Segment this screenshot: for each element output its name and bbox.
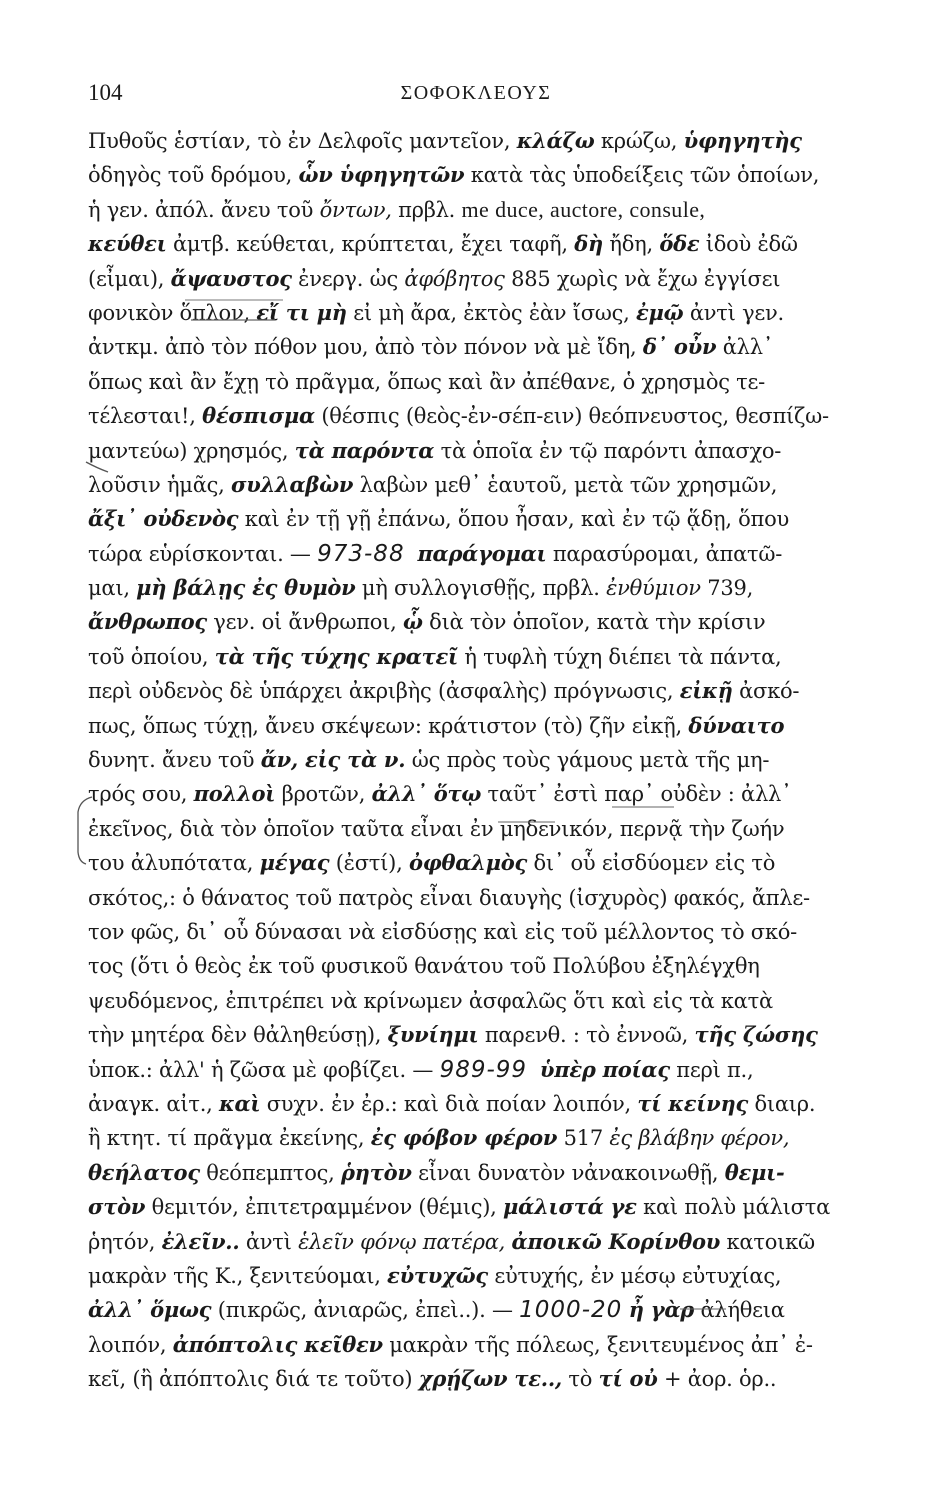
text-line <box>88 571 866 605</box>
text-line <box>88 1225 866 1259</box>
lemma-term: ἀλλ᾽ ὅτῳ <box>371 781 482 807</box>
lemma-term: εὐτυχῶς <box>387 1262 488 1288</box>
gloss-text: τρός σου, <box>88 782 194 807</box>
gloss-text: τοῦ ὁποίου, <box>88 644 215 669</box>
lemma-term: ἐμῷ <box>636 299 684 325</box>
gloss-text: παρασύρομαι, ἀπατῶ- <box>546 541 783 566</box>
lemma-term: ὧν ὑφηγητῶν <box>298 162 465 188</box>
gloss-text: ψευδόμενος, ἐπιτρέπει νὰ κρίνωμεν ἀσφαλῶς ὅτι καὶ εἰς τὰ κατὰ <box>88 988 773 1013</box>
lemma-term: δύναιτο <box>688 712 785 738</box>
gloss-text: ἢ κτητ. τί πρᾶγμα ἐκείνης, <box>88 1126 371 1151</box>
lemma-term: ἄνθρωπος <box>88 609 207 635</box>
text-line <box>88 365 866 399</box>
quoted-phrase: ἐς βλάβην φέρον, <box>609 1126 790 1151</box>
text-line <box>88 1087 866 1121</box>
lemma-term: μέγας <box>259 850 330 876</box>
gloss-text: ὑποκ.: ἀλλ' ἡ ζῶσα μὲ φοβίζει. — <box>88 1057 440 1082</box>
text-line <box>88 1259 866 1293</box>
text-line <box>88 158 866 192</box>
lemma-term: ὑπὲρ ποίας <box>539 1056 670 1082</box>
text-line <box>88 674 866 708</box>
line-reference: 989-99 <box>439 1056 528 1083</box>
gloss-text: (ἐστί), <box>329 851 409 876</box>
gloss-text: ἡ τυφλὴ τύχη διέπει τὰ πάντα, <box>457 644 782 669</box>
text-line <box>88 502 866 536</box>
page-number: 104 <box>88 80 123 105</box>
line-reference: 973-88 <box>317 540 405 567</box>
text-line <box>88 468 866 502</box>
gloss-text: ἀμτβ. κεύθεται, κρύπτεται, ἔχει ταφῆ, <box>166 232 575 257</box>
gloss-text: κρώζω, <box>594 129 684 153</box>
gloss-text: συχν. ἐν ἐρ.: καὶ διὰ ποίαν λοιπόν, <box>260 1091 638 1116</box>
gloss-text: κεῖ, (ἢ ἀπόπτολις διά τε τοῦτο) <box>88 1367 419 1392</box>
gloss-text: γεν. οἱ ἄνθρωποι, <box>206 610 403 635</box>
lemma-term: ἐς φόβον φέρον <box>370 1125 558 1151</box>
commentary-text <box>88 124 866 1396</box>
text-line <box>88 296 866 330</box>
gloss-text: εὐτυχής, ἐν μέσῳ εὐτυχίας, <box>487 1263 782 1288</box>
text-line <box>88 984 866 1018</box>
text-line <box>88 1328 866 1362</box>
gloss-text: ἤδη, <box>602 232 660 257</box>
lemma-term: καὶ <box>218 1090 261 1116</box>
gloss-text: ῥητόν, <box>88 1229 162 1254</box>
gloss-text: του ἀλυπότατα, <box>88 851 260 876</box>
lemma-term: δὴ <box>574 231 603 257</box>
lemma-term: μὴ βάλῃς ἐς θυμὸν <box>136 575 356 601</box>
text-line <box>88 1156 866 1190</box>
text-line <box>88 262 866 296</box>
lemma-term: εἰκῇ <box>679 678 733 704</box>
gloss-text: τώρα εὑρίσκονται. — <box>88 541 318 566</box>
text-line <box>88 124 866 158</box>
gloss-text: τον φῶς, δι᾽ οὗ δύνασαι νὰ εἰσδύσῃς καὶ εἰς τοῦ μέλλοντος τὸ σκό- <box>88 919 797 944</box>
text-line <box>88 777 866 811</box>
text-line <box>88 434 866 468</box>
gloss-text: ἀντκμ. ἀπὸ τὸν πόθον μου, ἀπὸ τὸν πόνον νὰ μὲ ἴδη, <box>88 335 643 360</box>
lemma-term: τῆς ζώσης <box>694 1022 818 1048</box>
gloss-text: (θέσπις (θεὸς-ἐν-σέπ-ειν) θεόπνευστος, θεσπίζω- <box>314 404 829 429</box>
gloss-text: περὶ π., <box>669 1057 754 1082</box>
text-line <box>88 1018 866 1052</box>
line-reference: 1000-20 <box>519 1297 623 1324</box>
gloss-text: τὴν μητέρα δὲν θἀληθεύσῃ), <box>88 1023 388 1048</box>
lemma-term: ἀποικῶ Κορίνθου <box>511 1228 721 1254</box>
text-line <box>88 812 866 846</box>
gloss-text: τὰ ὁποῖα ἐν τῷ παρόντι ἀπασχο- <box>434 438 782 463</box>
lemma-term: τί οὐ <box>598 1366 658 1392</box>
gloss-text: 517 <box>557 1126 610 1151</box>
gloss-text: ἐνεργ. ὡς <box>291 266 405 291</box>
lemma-term: τὰ παρόντα <box>294 437 435 463</box>
gloss-text: βροτῶν, <box>275 782 372 807</box>
lemma-term: ὑφηγητὴς <box>683 128 802 153</box>
text-line <box>88 640 866 674</box>
lemma-term: εἴ τι μὴ <box>256 299 347 325</box>
lemma-term: ὀφθαλμὸς <box>408 850 528 876</box>
lemma-term: ὅδε <box>659 231 700 257</box>
gloss-text: ἀντὶ γεν. <box>683 300 784 325</box>
gloss-text: διαιρ. <box>748 1091 816 1116</box>
text-line <box>88 743 866 777</box>
gloss-text: ἰδοὺ ἐδῶ <box>699 232 798 257</box>
gloss-text: λοιπόν, <box>88 1332 173 1357</box>
gloss-text: διὰ τὸν ὁποῖον, κατὰ τὴν κρίσιν <box>422 610 766 635</box>
text-line <box>88 1362 866 1396</box>
lemma-term: ἄξι᾽ οὐδενὸς <box>88 506 239 532</box>
lemma-term: μάλιστά γε <box>503 1194 637 1220</box>
lemma-term: παράγομαι <box>417 540 547 566</box>
gloss-text: ὅπως καὶ ἂν ἔχῃ τὸ πρᾶγμα, ὅπως καὶ ἂν ἀπέθανε, ὁ χρησμὸς τε- <box>88 369 765 394</box>
lemma-term: θέσπισμα <box>202 403 315 429</box>
lemma-term: ῥητὸν <box>340 1159 412 1185</box>
lemma-term: συλλαβὼν <box>231 471 354 497</box>
gloss-text: λοῦσιν ἡμᾶς, <box>88 472 232 497</box>
gloss-text: ἀλήθεια <box>694 1298 785 1323</box>
gloss-text: θεόπεμπτος, <box>199 1160 341 1185</box>
gloss-text: περὶ οὐδενὸς δὲ ὑπάρχει ἀκριβὴς (ἀσφαλὴς) πρόγνωσις, <box>88 679 680 704</box>
gloss-text: καὶ πολὺ μάλιστα <box>636 1195 831 1220</box>
lemma-term: τί κείνης <box>637 1090 749 1116</box>
gloss-text <box>405 542 418 566</box>
text-line <box>88 330 866 364</box>
lemma-term: κεύθει <box>88 231 167 257</box>
text-line <box>88 1190 866 1224</box>
text-line <box>88 949 866 983</box>
gloss-text: παρενθ. : τὸ ἐννοῶ, <box>478 1023 695 1048</box>
text-line <box>88 1053 866 1087</box>
gloss-text: ταῦτ᾽ ἐστὶ παρ᾽ οὐδὲν : ἀλλ᾽ <box>481 782 792 807</box>
lemma-term: στὸν <box>88 1194 146 1220</box>
text-line <box>88 915 866 949</box>
quoted-phrase: ἐνθύμιον <box>606 576 701 601</box>
gloss-text: εἶναι δυνατὸν νἀνακοινωθῇ, <box>411 1160 725 1185</box>
gloss-text: 885 χωρὶς νὰ ἔχω ἐγγίσει <box>504 266 781 291</box>
gloss-text: ἐκεῖνος, διὰ τὸν ὁποῖον ταῦτα εἶναι ἐν μηδενικόν, περνᾷ τὴν ζωήν <box>88 816 785 841</box>
gloss-text: ὡς πρὸς τοὺς γάμους μετὰ τῆς μη- <box>405 748 770 773</box>
gloss-text: ἀλλ᾽ <box>716 335 774 360</box>
gloss-text: (εἶμαι), <box>88 266 171 291</box>
lemma-term: ἄν, εἰς τὰ ν. <box>260 747 406 773</box>
gloss-text: κατὰ τὰς ὑποδείξεις τῶν ὁποίων, <box>464 163 820 188</box>
gloss-text: ἀσκό- <box>732 679 800 704</box>
lemma-term: ἀπόπτολις κεῖθεν <box>172 1331 383 1357</box>
running-title: ΣΟΦΟΚΛΕΟΥΣ <box>400 82 552 104</box>
gloss-text: + ἀορ. ὁρ.. <box>657 1367 777 1392</box>
gloss-text: πρβλ. <box>391 197 462 222</box>
gloss-text: ἡ γεν. ἀπόλ. ἄνευ τοῦ <box>88 197 320 222</box>
quoted-phrase: ἑλεῖν φόνῳ πατέρα, <box>298 1229 506 1254</box>
gloss-text: μαντεύω) χρησμός, <box>88 438 295 463</box>
lemma-term: πολλοὶ <box>193 781 276 807</box>
lemma-term: ξυνίημι <box>387 1022 479 1048</box>
lemma-term: δ᾽ οὖν <box>642 334 717 360</box>
gloss-text: δυνητ. ἄνευ τοῦ <box>88 748 261 773</box>
lemma-term: ἄψαυστος <box>170 265 292 291</box>
gloss-text: λαβὼν μεθ᾽ ἑαυτοῦ, μετὰ τῶν χρησμῶν, <box>353 472 778 497</box>
text-line <box>88 881 866 915</box>
text-line <box>88 537 866 571</box>
gloss-text: τέλεσται!, <box>88 404 203 429</box>
gloss-text: ὁδηγὸς τοῦ δρόμου, <box>88 163 299 188</box>
quoted-phrase: ἀφόβητος <box>404 266 505 291</box>
text-line <box>88 193 866 227</box>
gloss-text: καὶ ἐν τῇ γῇ ἐπάνω, ὅπου ἦσαν, καὶ ἐν τῷ ᾅδῃ, ὅπου <box>238 507 790 532</box>
gloss-text: τος (ὅτι ὁ θεὸς ἐκ τοῦ φυσικοῦ θανάτου τοῦ Πολύβου ἐξηλέγχθη <box>88 954 760 979</box>
lemma-term: κλάζω <box>516 128 595 153</box>
lemma-term: θεμι- <box>724 1159 785 1185</box>
gloss-text: μακρὰν τῆς πόλεως, ξενιτευμένος ἀπ᾽ ἐ- <box>382 1332 813 1357</box>
quoted-phrase: ὄντων, <box>319 197 392 222</box>
gloss-text: θεμιτόν, ἐπιτετραμμένον (θέμις), <box>145 1195 504 1220</box>
gloss-text: κατοικῶ <box>720 1229 815 1254</box>
gloss-text: ἀντὶ <box>239 1229 299 1254</box>
text-line <box>88 227 866 261</box>
lemma-term: θεήλατος <box>88 1159 200 1185</box>
lemma-term: ᾧ <box>403 609 423 635</box>
gloss-text: ἀναγκ. αἰτ., <box>88 1091 219 1116</box>
text-line <box>88 1121 866 1155</box>
gloss-text: μαι, <box>88 576 137 601</box>
gloss-text: φονικὸν ὅπλον, <box>88 300 257 325</box>
latin-phrase: me duce, auctore, consule, <box>461 196 706 222</box>
gloss-text: πως, ὅπως τύχῃ, ἄνευ σκέψεων: κράτιστον (τὸ) ζῆν εἰκῇ, <box>88 713 689 738</box>
gloss-text: (πικρῶς, ἀνιαρῶς, ἐπεὶ..). — <box>211 1298 520 1323</box>
gloss-text: 739, <box>700 576 754 601</box>
text-line <box>88 605 866 639</box>
gloss-text: μακρὰν τῆς Κ., ξενιτεύομαι, <box>88 1263 388 1288</box>
lemma-term: τὰ τῆς τύχης κρατεῖ <box>214 643 458 669</box>
lemma-term: ἦ γὰρ <box>628 1297 695 1323</box>
text-line <box>88 399 866 433</box>
gloss-text: Πυθοῦς ἑστίαν, τὸ ἐν Δελφοῖς μαντεῖον, <box>88 129 517 153</box>
lemma-term: χρῄζων τε.., <box>418 1366 562 1392</box>
gloss-text <box>527 1058 540 1082</box>
gloss-text: σκότος,: ὁ θάνατος τοῦ πατρὸς εἶναι διαυγὴς (ἰσχυρὸς) φακός, ἄπλε- <box>88 885 810 910</box>
lemma-term: ἀλλ᾽ ὅμως <box>88 1297 212 1323</box>
lemma-term: ἐλεῖν.. <box>161 1228 240 1254</box>
text-line <box>88 1293 866 1327</box>
gloss-text: τὸ <box>561 1367 599 1392</box>
gloss-text: εἰ μὴ ἄρα, ἐκτὸς ἐὰν ἴσως, <box>346 300 637 325</box>
gloss-text: δι᾽ οὗ εἰσδύομεν εἰς τὸ <box>527 851 776 876</box>
page-header <box>88 80 864 112</box>
text-line <box>88 709 866 743</box>
gloss-text: μὴ συλλογισθῇς, πρβλ. <box>355 576 607 601</box>
text-line <box>88 846 866 880</box>
